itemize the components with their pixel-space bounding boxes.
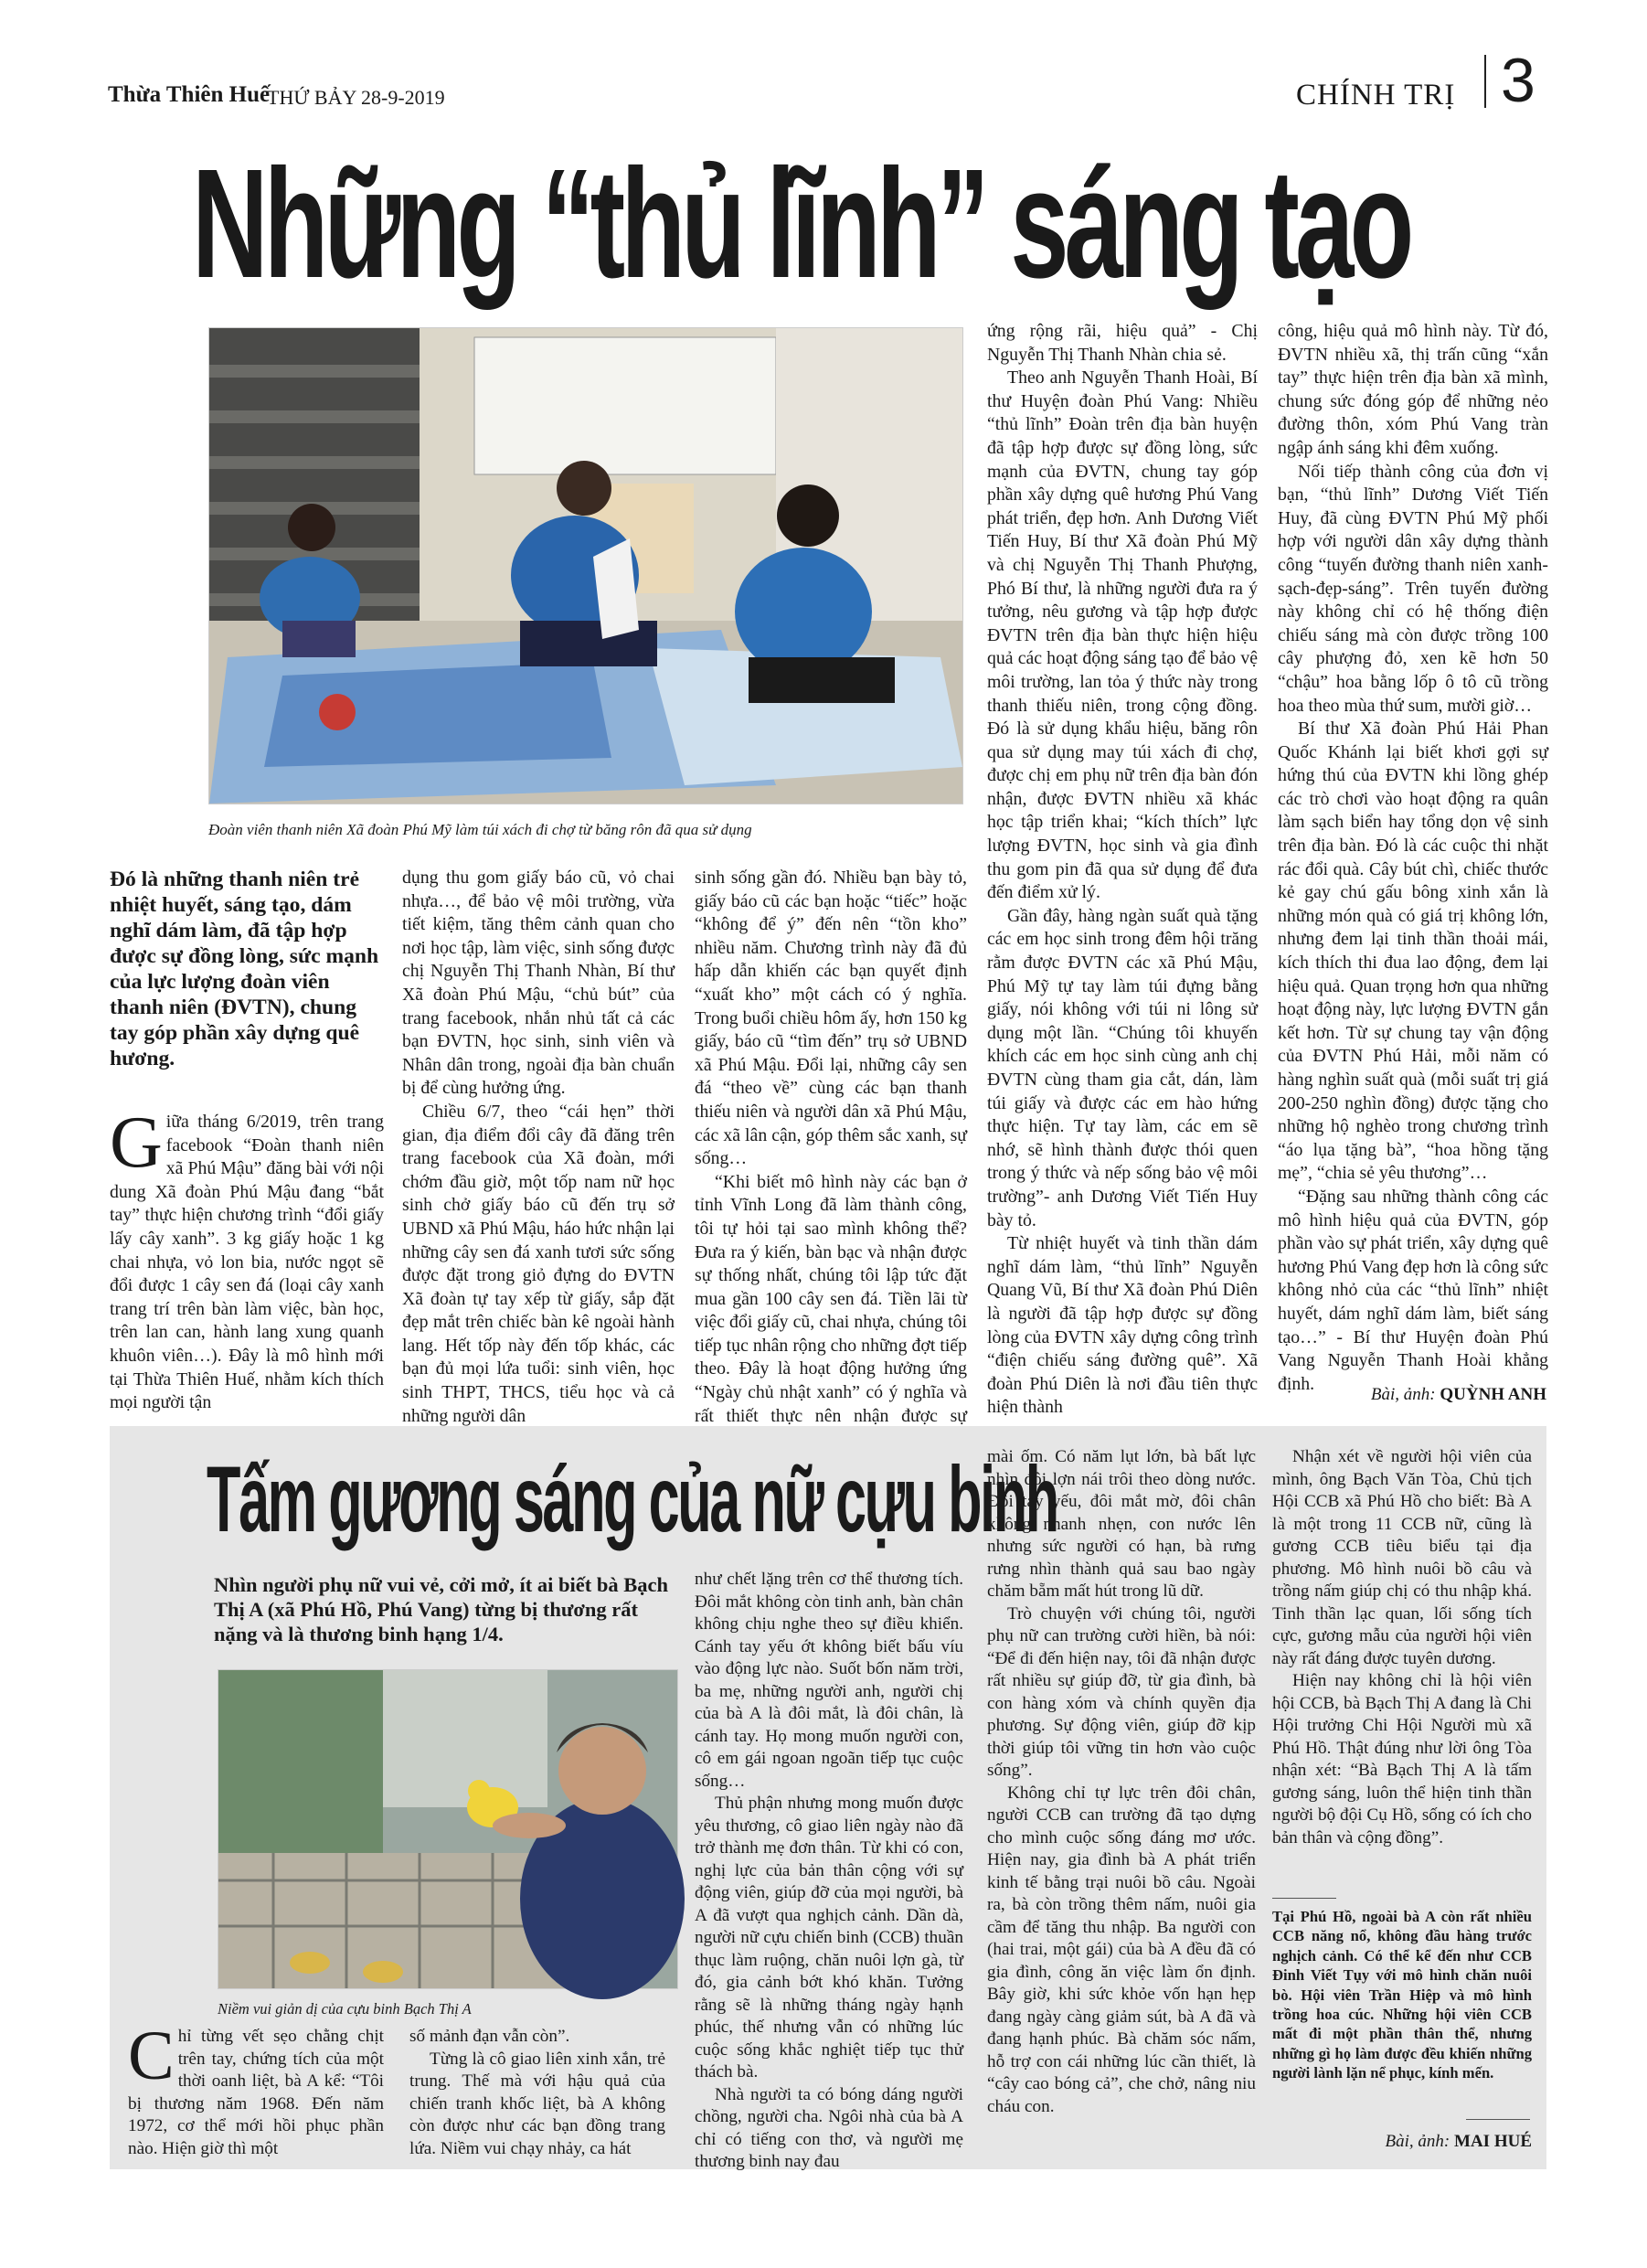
article1-byline-prefix: Bài, ảnh: [1370, 1385, 1436, 1404]
article1-col5-para-2: Nối tiếp thành công của đơn vị bạn, “thủ lĩnh” Dương Viết Tiến Huy, đã cùng ĐVTN Phú Mỹ phối hợp với người dân xây dựng thành công “tuyến đường thanh niên xanh-sạch-đẹp-sáng”. Trên tuyến đường này không chỉ có hệ thống điện chiếu sáng mà còn được trồng 100 cây phượng đỏ, xen kẽ hơn 50 “chậu” hoa bằng lốp ô tô cũ trồng hoa theo mùa thứ sum, mười giờ… [1278, 461, 1548, 716]
sidebar-bottom-rule [1466, 2119, 1530, 2120]
article2-col4-para-3: Không chỉ tự lực trên đôi chân, người CCB can trường đã tạo dựng cho mình cuộc sống đáng mơ ước. Hiện nay, gia đình bà A phát triển kinh tế bằng trại nuôi bồ câu. Ngoài ra, bà còn trồng thêm nấm, nuôi gia cầm để tăng thu nhập. Ba người con (hai trai, một gái) của bà A đều đã có gia đình, công ăn việc làm ổn định. Bây giờ, khi sức khỏe vốn hạn hẹp đang ngày càng giảm sút, bà A đã và đang hạnh phúc. Bà chăm sóc nấm, hỗ trợ con cái những lúc cần thiết, là “cây cao bóng cả”, che chở, nâng niu cháu con. [987, 1783, 1256, 2116]
article2-headline: Tấm gương sáng của nữ cựu binh [207, 1447, 1057, 1551]
article1-column-3 [695, 867, 967, 1426]
article1-column-2 [402, 867, 675, 1426]
article2-column-2 [409, 2026, 665, 2163]
article2-col1-text: hỉ từng vết sẹo chằng chịt trên tay, chứng tích của một thời oanh liệt, bà A kể: “Tôi bị thương năm 1968. Đến năm 1972, cơ thể mới hồi phục phần nào. Hiện giờ thì một [128, 2027, 384, 2158]
article1-col5-para-1: công, hiệu quả mô hình này. Từ đó, ĐVTN nhiều xã, thị trấn cũng “xắn tay” thực hiện trên địa bàn xã mình, chung sức đóng góp để những nẻo đường thôn, xóm Phú Vang tràn ngập ánh sáng khi đêm xuống. [1278, 321, 1548, 458]
article1-col4-para-3: Gần đây, hàng ngàn suất quà tặng các em học sinh trong đêm hội trăng rằm được ĐVTN các xã Phú Mậu, Phú Mỹ tự tay làm túi đựng bằng giấy, nói không với túi ni lông sử dụng một lần. “Chúng tôi khuyến khích các em học sinh cùng anh chị ĐVTN cùng tham gia cắt, dán, làm túi giấy và được các em hào hứng thực hiện. Tự tay làm, các em sẽ nhớ, sẽ hình thành được thói quen trong ý thức và nếp sống bảo vệ môi trường”- anh Dương Viết Tiến Huy bày tỏ. [987, 905, 1258, 1230]
sidebar-top-rule [1272, 1898, 1336, 1899]
header-divider [1484, 55, 1486, 108]
article2-byline [1316, 2132, 1532, 2152]
article2-byline-author: MAI HUÉ [1454, 2132, 1532, 2151]
article1-byline-author: QUỲNH ANH [1440, 1385, 1546, 1404]
article1-col5-para-3: Bí thư Xã đoàn Phú Hải Phan Quốc Khánh lại biết khơi gợi sự hứng thú của ĐVTN khi lồng ghép các trò chơi vào hoạt động ra quân làm sạch biển hay tổng dọn vệ sinh trên địa bàn. Đó là các cuộc thi nhặt rác đổi quà. Cây bút chì, chiếc thước kẻ gay chú gấu bông xinh xắn là những món quà có giá trị không lớn, nhưng đem lại tinh thần thoải mái, kích thích thi đua lao động, đem lại hiệu quả. Quan trọng hơn qua những hoạt động này, lực lượng ĐVTN gắn kết hơn. Từ sự chung tay vận động của ĐVTN Phú Hải, mỗi năm có hàng nghìn suất quà (mỗi suất trị giá 200-250 nghìn đồng) được tặng cho những hộ nghèo trong chương trình “áo lụa tặng bà”, “hoa hồng tặng mẹ”, “chia sẻ yêu thương”… [1278, 719, 1548, 1184]
article2-col5-para-1: Nhận xét về người hội viên của mình, ông Bạch Văn Tòa, Chủ tịch Hội CCB xã Phú Hồ cho biết: Bà A là một trong 11 CCB nữ, cũng là gương CCB tiêu biểu tại địa phương. Mô hình nuôi bồ câu và trồng nấm giúp chị có thu nhập khá. Tinh thần lạc quan, lối sống tích cực, gương mẫu của người hội viên này rất đáng được tuyên dương. [1272, 1447, 1532, 1668]
issue-date: THỨ BẢY 28-9-2019 [267, 86, 445, 109]
article2-col3-para-2: Thủ phận nhưng mong muốn được yêu thương, cô giao liên ngày nào đã trở thành mẹ đơn thân. Từ khi có con, nghị lực của bản thân cộng với sự động viên, giúp đỡ của mọi người, bà A đã vượt qua nghịch cảnh. Dần dà, người nữ cựu chiến binh (CCB) thuần thục làm ruộng, chăn nuôi lợn gà, từ đó, gia cảnh bớt khó khăn. Tưởng rằng sẽ là những tháng ngày hạnh phúc, thế nhưng vẫn có những lúc cuộc sống khắc nghiệt tiếp tục thử thách bà. [695, 1794, 963, 2082]
masthead: Thừa Thiên Huế [108, 82, 271, 107]
article2-col5-para-2: Hiện nay không chỉ là hội viên hội CCB, bà Bạch Thị A đang là Chi Hội trưởng Chi Hội Người mù xã Phú Hồ. Thật đúng như lời ông Tòa nhận xét: “Bà Bạch Thị A là tấm gương sáng, luôn thể hiện tinh thần người bộ đội Cụ Hồ, sống có ích cho bản thân và cộng đồng”. [1272, 1671, 1532, 1847]
article2-photo [218, 1669, 678, 1989]
article2-col3-para-1: như chết lặng trên cơ thể thương tích. Đôi mắt không còn tinh anh, bàn chân không chịu nghe theo sự điều khiển. Cánh tay yếu ớt không biết bấu víu vào động lực nào. Suốt bốn năm trời, ba mẹ, những người anh, người chị của bà A là đôi mắt, là đôi chân, là cánh tay. Họ mong muốn người con, cô em gái ngoan ngoãn tiếp tục cuộc sống… [695, 1570, 963, 1791]
article2-photo-caption: Niềm vui giản dị của cựu binh Bạch Thị A [218, 2000, 472, 2018]
article2-byline-prefix: Bài, ảnh: [1385, 2132, 1450, 2151]
article1-byline [1353, 1385, 1546, 1405]
article2-col2-para-2: Từng là cô giao liên xinh xắn, trẻ trung. Thế mà với hậu quả của chiến tranh khốc liệt, bà A không còn được như các bạn đồng trang lứa. Niềm vui chạy nhảy, ca hát [409, 2049, 665, 2158]
article1-dropcap: G [110, 1102, 163, 1183]
article2-column-5 [1272, 1446, 1532, 1903]
article1-headline: Những “thủ lĩnh” sáng tạo [192, 137, 1410, 311]
article1-column-5 [1278, 320, 1548, 1394]
article1-column-1 [110, 1102, 384, 1413]
article1-col4-para-2: Theo anh Nguyễn Thanh Hoài, Bí thư Huyện đoàn Phú Vang: Nhiều “thủ lĩnh” Đoàn trên địa bàn huyện đã tập hợp được sự đồng lòng, sức mạnh của ĐVTN, chung tay góp phần xây dựng quê hương Phú Vang phát triển, đẹp hơn. Anh Dương Viết Tiến Huy, Bí thư Xã đoàn Phú Mỹ và chị Nguyễn Thị Thanh Phượng, Phó Bí thư, là những người đưa ra ý tưởng, nêu gương và tập hợp được ĐVTN trên địa bàn thực hiện hiệu quả các hoạt động sáng tạo để bảo vệ môi trường, lan tỏa ý thức này trong thanh thiếu niên, trong cộng đồng. Đó là sử dụng khẩu hiệu, băng rôn qua sử dụng may túi xách đi chợ, được chị em phụ nữ trên địa bàn đón nhận, được ĐVTN nhiều xã khác học tập triển khai; “kích thích” lực lượng ĐVTN, học sinh và gia đình thu gom pin đã qua sử dụng để đưa đến điểm xử lý. [987, 367, 1258, 903]
article1-col1-text: iữa tháng 6/2019, trên trang facebook “Đoàn thanh niên xã Phú Mậu” đăng bài với nội dung Xã đoàn Phú Mậu đang “bắt tay” thực hiện chương trình “đổi giấy lấy cây xanh”. 3 kg giấy hoặc 1 kg chai nhựa, vỏ lon bia, nước ngọt sẽ đổi được 1 cây sen đá (loại cây xanh trang trí trên bàn làm việc, bàn học, trên lan can, hành lang xung quanh khuôn viên…). Đây là mô hình mới tại Thừa Thiên Huế, nhằm kích thích mọi người tận [110, 1112, 384, 1413]
article1-photo [208, 327, 963, 804]
article2-col2-para-1: số mảnh đạn vẫn còn”. [409, 2027, 570, 2046]
article2-col4-para-2: Trò chuyện với chúng tôi, người phụ nữ can trường cười hiền, bà nói: “Để đi đến hiện nay, tôi đã nhận được rất nhiều sự giúp đỡ, từ gia đình, bà con hàng xóm và chính quyền địa phương. Sự động viên, giúp đỡ kịp thời giúp tôi vững tin hơn vào cuộc sống”. [987, 1603, 1256, 1780]
article1-col5-para-4: “Đặng sau những thành công các mô hình hiệu quả của ĐVTN, góp phần vào sự phát triển, xây dựng quê hương Phú Vang đẹp hơn là công sức không nhỏ của các “thủ lĩnh” nhiệt huyết, dám nghĩ dám làm, biết sáng tạo…” - Bí thư Huyện đoàn Phú Vang Nguyễn Thanh Hoài khẳng định. [1278, 1186, 1548, 1394]
article1-col4-para-4: Từ nhiệt huyết và tinh thần dám nghĩ dám làm, “thủ lĩnh” Nguyễn Quang Vũ, Bí thư Xã đoàn Phú Diên là người đã tập hợp được sự đồng lòng của ĐVTN xây dựng công trình “điện chiếu sáng đường quê”. Xã đoàn Phú Diên là nơi đầu tiên thực hiện thành [987, 1233, 1258, 1418]
article1-col2-para-2: Chiều 6/7, theo “cái hẹn” thời gian, địa điểm đổi cây đã đăng trên trang facebook của Xã đoàn, mới chớm đầu giờ, một tốp nam nữ học sinh chở giấy báo cũ đến trụ sở UBND xã Phú Mậu, háo hức nhận lại những cây sen đá xanh tươi sức sống được đặt trong giỏ đựng do ĐVTN Xã đoàn tự tay xếp từ giấy, sắp đặt đẹp mắt trên chiếc bàn kê ngoài hành lang. Hết tốp này đến tốp khác, các bạn đủ mọi lứa tuổi: sinh viên, học sinh THPT, THCS, tiểu học và cả những người dân [402, 1101, 675, 1426]
veteran-photo-illustration [218, 1670, 677, 1988]
article2-col3-para-3: Nhà người ta có bóng dáng người chồng, người cha. Ngôi nhà của bà A chỉ có tiếng con thơ, và người mẹ thương binh nay đau [695, 2084, 963, 2171]
article2-column-3 [695, 1569, 963, 2171]
article2-column-1 [128, 2018, 384, 2163]
article2-sidebar: Tại Phú Hồ, ngoài bà A còn rất nhiều CCB năng nổ, không đầu hàng trước nghịch cảnh. Có thể kể đến như CCB Đinh Viết Tụy với mô hình chăn nuôi bò. Hội viên Trần Hiệp và mô hình trồng hoa cúc. Những hội viên CCB mất đi một phần thân thể, nhưng những gì họ làm được đều khiến những người lành lặn nể phục, kính mến. [1272, 1908, 1532, 2082]
section-title: CHÍNH TRỊ [1296, 79, 1456, 112]
article1-photo-caption: Đoàn viên thanh niên Xã đoàn Phú Mỹ làm túi xách đi chợ từ băng rôn đã qua sử dụng [208, 821, 752, 838]
article1-col4-para-1: ứng rộng rãi, hiệu quả” - Chị Nguyễn Thị Thanh Nhàn chia sẻ. [987, 321, 1258, 365]
article1-col3-para-2: “Khi biết mô hình này các bạn ở tỉnh Vĩnh Long đã làm thành công, tôi tự hỏi tại sao mình không thể? Đưa ra ý kiến, bàn bạc và nhận được sự thống nhất, chúng tôi lập tức đặt mua gần 100 cây sen đá. Tiền lãi từ việc đổi giấy cũ, chai nhựa, chúng tôi tiếp tục nhân rộng cho những đợt tiếp theo. Đây là hoạt động hưởng ứng “Ngày chủ nhật xanh” có ý nghĩa và rất thiết thực nên nhận được sự [695, 1171, 967, 1426]
article1-lead: Đó là những thanh niên trẻ nhiệt huyết, sáng tạo, dám nghĩ dám làm, đã tập hợp được sự đồng lòng, sức mạnh của lực lượng đoàn viên thanh niên (ĐVTN), chung tay góp phần xây dựng quê hương. [110, 868, 379, 1070]
youth-union-photo-illustration [209, 328, 962, 804]
article1-col2-para-1: dụng thu gom giấy báo cũ, vỏ chai nhựa…, để bảo vệ môi trường, vừa tiết kiệm, tăng thêm cảnh quan cho nơi học tập, làm việc, sinh sống được chị Nguyễn Thị Thanh Nhàn, Bí thư Xã đoàn Phú Mậu, “chủ bút” của trang facebook, nhắn nhủ tất cả các bạn ĐVTN, học sinh, sinh viên và Nhân dân trong, ngoài địa bàn chuẩn bị để cùng hưởng ứng. [402, 868, 675, 1099]
article2-col4-para-1: mài ốm. Có năm lụt lớn, bà bất lực nhìn đôi lợn nái trôi theo dòng nước. Đôi tay yếu, đôi mắt mờ, đôi chân không nhanh nhẹn, con nước lên nhưng sức người có hạn, bà rưng rưng nhìn thành quả sau bao ngày chăm bẵm mất hút trong lũ dữ. [987, 1447, 1256, 1601]
article2-column-4 [987, 1446, 1256, 2165]
article2-lead: Nhìn người phụ nữ vui vẻ, cởi mở, ít ai biết bà Bạch Thị A (xã Phú Hồ, Phú Vang) từng bị thương rất nặng và là thương binh hạng 1/4. [214, 1573, 668, 1645]
page-number: 3 [1501, 46, 1535, 115]
article1-col3-para-1: sinh sống gần đó. Nhiều bạn bày tỏ, giấy báo cũ các bạn hoặc “tiếc” hoặc “không để ý” đến nên “tồn kho” nhiều năm. Chương trình này đã đủ hấp dẫn khiến các bạn quyết định “xuất kho” một cách có ý nghĩa. Trong buổi chiều hôm ấy, hơn 150 kg giấy, báo cũ “tìm đến” trụ sở UBND xã Phú Mậu. Đổi lại, những cây sen đá “theo về” cùng các bạn thanh thiếu niên và người dân xã Phú Mậu, các xã lân cận, góp thêm sắc xanh, sự sống… [695, 868, 967, 1169]
article1-column-4 [987, 320, 1258, 1418]
article2-dropcap: C [128, 2018, 175, 2094]
